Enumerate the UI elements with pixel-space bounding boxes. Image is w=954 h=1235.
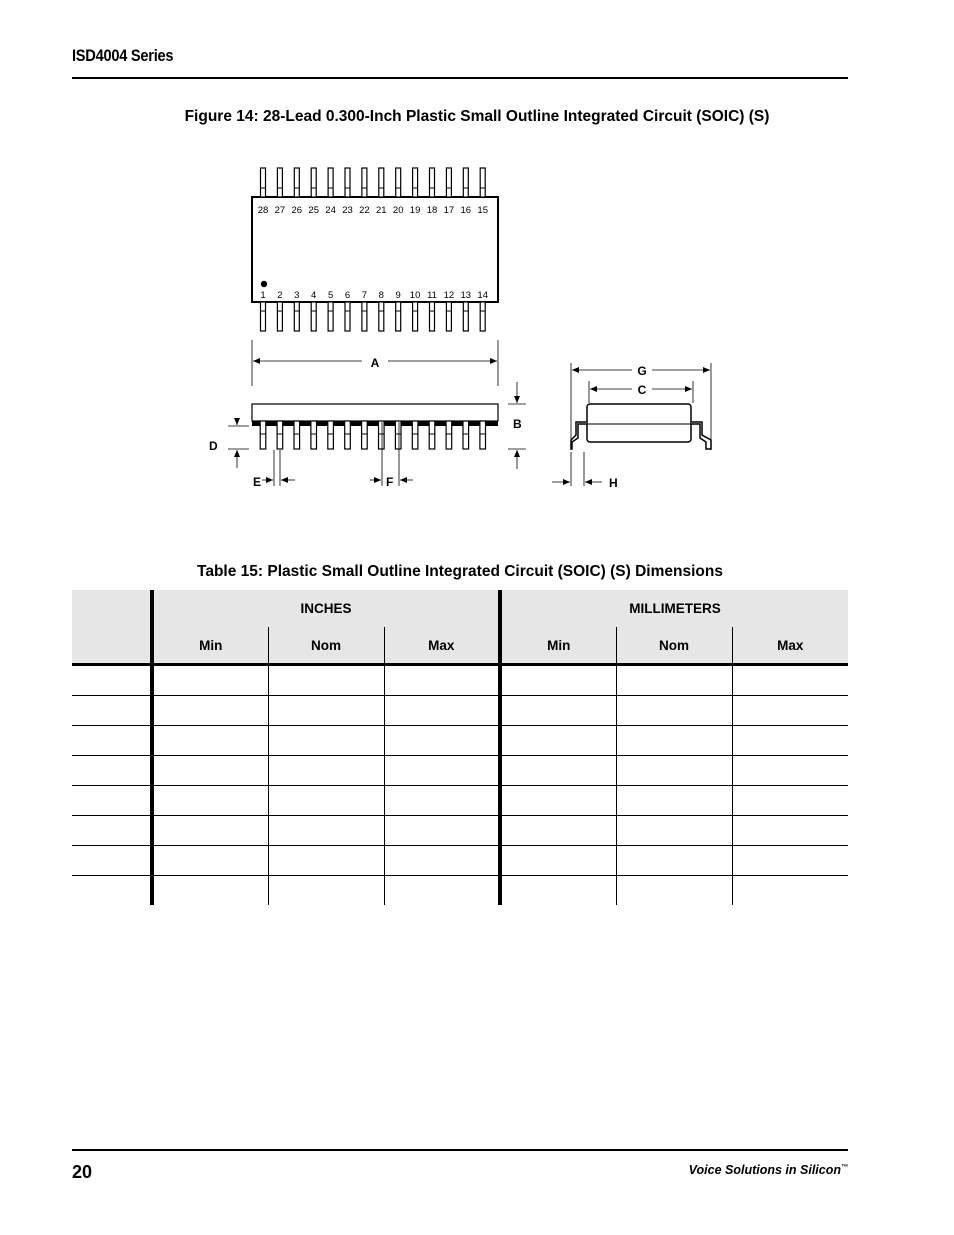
top-leads [261, 168, 486, 197]
pin-number-label: 14 [477, 290, 488, 301]
lead-side [294, 421, 300, 449]
table-row [72, 876, 848, 906]
table-cell [384, 846, 500, 876]
lead-bottom [277, 302, 282, 331]
table-cell [500, 816, 616, 846]
dimension-label-f: F [386, 475, 394, 489]
pin-number-label: 16 [460, 205, 472, 216]
dimension-c [589, 381, 693, 403]
table-cell [268, 726, 384, 756]
dimensions-table [72, 590, 848, 905]
soic-package-diagram [200, 160, 740, 500]
pin-number-label: 11 [427, 290, 437, 301]
end-view-left-lead [571, 422, 587, 449]
table-cell [732, 846, 848, 876]
table-cell [616, 696, 732, 726]
table-cell [732, 696, 848, 726]
table-cell [152, 696, 268, 726]
table-cell [72, 816, 152, 846]
pin-number-label: 13 [460, 290, 472, 301]
bottom-leads [261, 302, 486, 331]
inches-max-header: Max [384, 627, 500, 665]
table-group-header-row [72, 590, 848, 627]
package-body-end-view [587, 404, 691, 442]
lead-top [446, 168, 451, 197]
dimension-a [252, 340, 498, 386]
table-cell [384, 726, 500, 756]
table-row [72, 726, 848, 756]
lead-side [345, 421, 351, 449]
lead-top [396, 168, 401, 197]
lead-side [395, 421, 401, 449]
lead-side [412, 421, 418, 449]
table-cell [616, 756, 732, 786]
lead-bottom [345, 302, 350, 331]
dimension-e [253, 450, 295, 489]
lead-top [480, 168, 485, 197]
pin-number-label: 9 [395, 290, 401, 301]
dimension-b [508, 382, 526, 469]
table-cell [268, 696, 384, 726]
table-cell [732, 786, 848, 816]
top-view [252, 168, 498, 331]
pin-number-label: 25 [308, 205, 319, 216]
page-number: 20 [72, 1162, 93, 1182]
table-cell [384, 696, 500, 726]
lead-bottom [480, 302, 485, 331]
dimension-f [370, 422, 413, 489]
lead-bottom [261, 302, 266, 331]
table-cell [152, 786, 268, 816]
pin-number-label: 27 [274, 205, 286, 216]
pin-number-label: 8 [378, 290, 384, 301]
lead-top [328, 168, 333, 197]
pin-number-label: 24 [325, 205, 336, 216]
lead-side [311, 421, 317, 449]
pin-number-label: 17 [443, 205, 455, 216]
dimension-label-d: D [209, 439, 218, 453]
dimension-label-g: G [637, 364, 647, 378]
table-cell [616, 665, 732, 696]
lead-bottom [362, 302, 367, 331]
table-cell [732, 816, 848, 846]
table-cell [152, 846, 268, 876]
pin-number-label: 6 [344, 290, 351, 301]
lead-side [328, 421, 334, 449]
lead-top [430, 168, 435, 197]
side-view [252, 404, 498, 449]
table-cell [500, 696, 616, 726]
table-cell [384, 756, 500, 786]
end-view [571, 404, 711, 449]
table-cell [500, 846, 616, 876]
lead-bottom [396, 302, 401, 331]
table-cell [500, 726, 616, 756]
table-cell [72, 726, 152, 756]
pin-number-label: 2 [277, 290, 283, 301]
table-caption: Table 15: Plastic Small Outline Integrated Circuit (SOIC) (S) Dimensions [197, 563, 723, 580]
mm-nom-header: Nom [616, 627, 732, 665]
lead-side [277, 421, 283, 449]
lead-side [379, 421, 385, 449]
pin-number-label: 18 [426, 205, 438, 216]
dimension-label-h: H [609, 476, 618, 490]
table-cell [616, 816, 732, 846]
package-body-side-view [252, 404, 498, 421]
footer-rule [72, 1149, 848, 1151]
table-cell [384, 665, 500, 696]
pin-number-label: 28 [257, 205, 269, 216]
table-cell [268, 816, 384, 846]
table-row [72, 846, 848, 876]
dimension-h [552, 452, 618, 490]
table-cell [268, 786, 384, 816]
lead-side [463, 421, 469, 449]
table-cell [72, 786, 152, 816]
table-cell [500, 665, 616, 696]
lead-side [480, 421, 486, 449]
lead-top [413, 168, 418, 197]
mm-max-header: Max [732, 627, 848, 665]
lead-top [362, 168, 367, 197]
figure-caption: Figure 14: 28-Lead 0.300-Inch Plastic Small Outline Integrated Circuit (SOIC) (S) [184, 108, 770, 125]
lead-bottom [294, 302, 299, 331]
table-cell [616, 876, 732, 906]
table-cell [500, 786, 616, 816]
pin-number-label: 23 [342, 205, 353, 216]
footer-tagline-text: Voice Solutions in Silicon [688, 1163, 841, 1177]
footer-tagline [689, 1163, 848, 1177]
lead-bottom [463, 302, 468, 331]
table-row [72, 756, 848, 786]
table-body [72, 665, 848, 906]
lead-bottom [430, 302, 435, 331]
lead-side [260, 421, 266, 449]
lead-bottom [446, 302, 451, 331]
table-cell [152, 665, 268, 696]
pin-number-label: 20 [392, 205, 404, 216]
lead-side [429, 421, 435, 449]
inches-group-header: INCHES [152, 590, 500, 627]
pin-number-label: 7 [361, 290, 368, 301]
lead-bottom [311, 302, 316, 331]
pin-number-label: 1 [260, 290, 266, 301]
table-row [72, 816, 848, 846]
table-cell [152, 726, 268, 756]
dimension-label-e: E [253, 475, 262, 489]
pin-number-label: 3 [294, 290, 300, 301]
table-cell [616, 726, 732, 756]
trademark-symbol: ™ [841, 1163, 848, 1171]
table-cell [72, 665, 152, 696]
table-row [72, 696, 848, 726]
pin-number-label: 22 [359, 205, 370, 216]
table-cell [732, 876, 848, 906]
dimension-label-a: A [370, 356, 380, 370]
table-cell [384, 786, 500, 816]
pin-number-label: 21 [376, 205, 387, 216]
lead-top [277, 168, 282, 197]
table-cell [732, 665, 848, 696]
inches-nom-header: Nom [268, 627, 384, 665]
lead-side [446, 421, 452, 449]
inches-min-header: Min [152, 627, 268, 665]
table-row [72, 786, 848, 816]
table-cell [72, 846, 152, 876]
table-cell [616, 786, 732, 816]
table-cell [384, 816, 500, 846]
lead-top [463, 168, 468, 197]
pin1-marker-dot [261, 281, 267, 287]
table-row [72, 665, 848, 696]
lead-bottom [328, 302, 333, 331]
table-cell [732, 726, 848, 756]
table-cell [72, 756, 152, 786]
lead-top [311, 168, 316, 197]
table-cell [268, 665, 384, 696]
dimension-label-b: B [513, 417, 522, 431]
pin-number-label: 26 [291, 205, 303, 216]
mm-min-header: Min [500, 627, 616, 665]
pin-number-label: 19 [409, 205, 421, 216]
pin-number-label: 5 [327, 290, 334, 301]
end-view-right-lead [691, 422, 711, 449]
table-cell [616, 846, 732, 876]
millimeters-group-header: MILLIMETERS [500, 590, 848, 627]
table-cell [152, 756, 268, 786]
dimension-column-header [72, 590, 152, 665]
table-cell [268, 846, 384, 876]
header-rule [72, 77, 848, 79]
pin-number-label: 15 [477, 205, 488, 216]
dimension-d [209, 418, 249, 468]
lead-side [362, 421, 368, 449]
document-header-title: ISD4004 Series [72, 46, 174, 65]
table-cell [384, 876, 500, 906]
lead-top [345, 168, 350, 197]
table-cell [72, 696, 152, 726]
lead-top [261, 168, 266, 197]
pin-number-label: 12 [443, 290, 455, 301]
lead-top [294, 168, 299, 197]
table-cell [500, 876, 616, 906]
table-cell [152, 876, 268, 906]
lead-bottom [413, 302, 418, 331]
table-cell [72, 876, 152, 906]
table-cell [268, 876, 384, 906]
pin-number-label: 10 [409, 290, 421, 301]
lead-top [379, 168, 384, 197]
table-cell [268, 756, 384, 786]
lead-bottom [379, 302, 384, 331]
dimension-label-c: C [637, 383, 647, 397]
table-cell [732, 756, 848, 786]
table-cell [500, 756, 616, 786]
pin-number-label: 4 [311, 290, 317, 301]
table-cell [152, 816, 268, 846]
table-subheader-row [72, 627, 848, 665]
